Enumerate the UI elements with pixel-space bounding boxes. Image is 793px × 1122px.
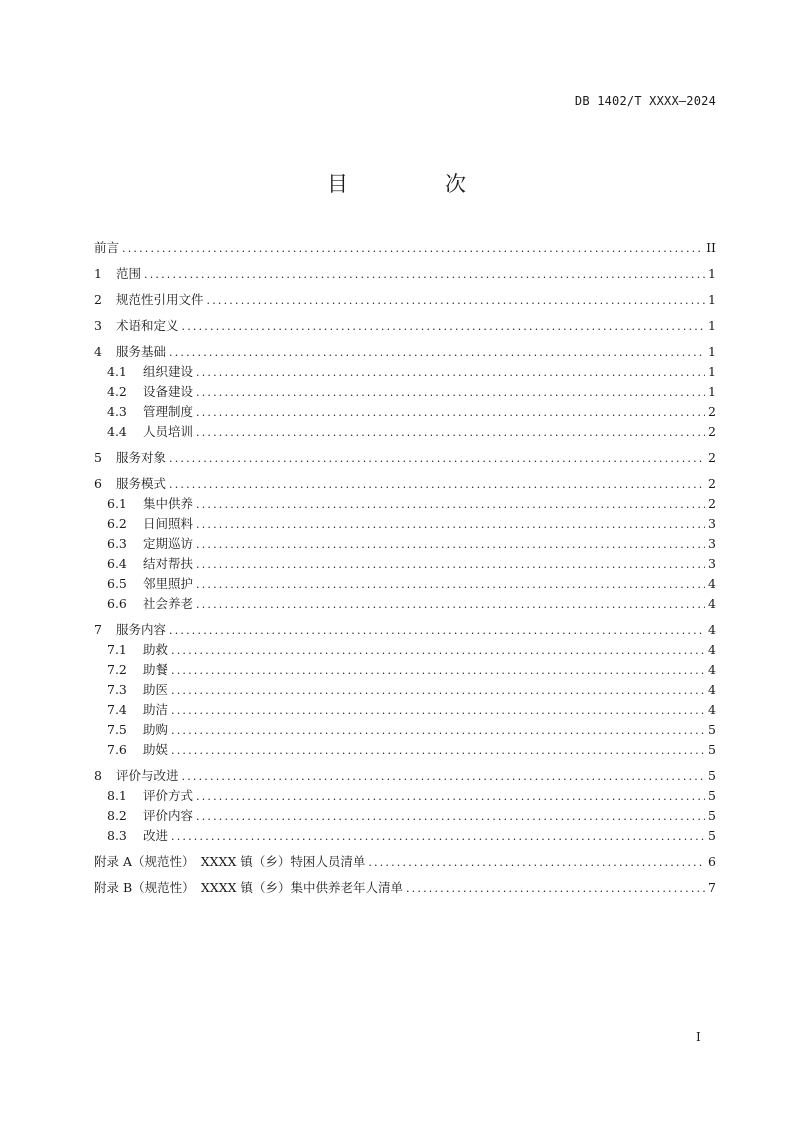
toc-entry-number: 8.1 — [107, 788, 127, 803]
toc-entry-label: 术语和定义 — [116, 318, 179, 333]
toc-entry-label: 邻里照护 — [143, 576, 194, 591]
toc-entry-number: 1 — [94, 266, 102, 281]
toc-entry[interactable] — [94, 826, 716, 846]
toc-leader-dots — [196, 535, 705, 555]
toc-leader-dots — [171, 641, 705, 661]
toc-entry-page: 4 — [708, 682, 716, 697]
toc-leader-dots — [196, 495, 705, 515]
toc-entry[interactable] — [94, 402, 716, 422]
toc-entry-page: II — [706, 240, 716, 255]
toc-entry-page: 5 — [708, 788, 716, 803]
toc-entry-page: 1 — [708, 384, 716, 399]
page-number: I — [696, 1030, 701, 1044]
toc-entry-label: 规范性引用文件 — [116, 292, 204, 307]
toc-entry[interactable] — [94, 362, 716, 382]
toc-leader-dots — [196, 403, 705, 423]
toc-leader-dots — [196, 363, 705, 383]
toc-leader-dots — [196, 423, 705, 443]
toc-entry-label: 组织建设 — [143, 364, 194, 379]
toc-entry-label: 评价方式 — [143, 788, 194, 803]
toc-leader-dots — [169, 449, 705, 469]
toc-entry-number: 6 — [94, 476, 102, 491]
toc-entry-number: 7.1 — [107, 642, 127, 657]
toc-entry-label: 集中供养 — [143, 496, 194, 511]
toc-entry[interactable] — [94, 852, 716, 872]
toc-entry[interactable] — [94, 238, 716, 258]
toc-entry-number: 3 — [94, 318, 102, 333]
toc-leader-dots — [144, 265, 705, 285]
toc-entry[interactable] — [94, 720, 716, 740]
toc-entry-page: 5 — [708, 768, 716, 783]
toc-entry-number: 4.4 — [107, 424, 127, 439]
toc-entry-label: 定期巡访 — [143, 536, 194, 551]
toc-entry-page: 1 — [708, 266, 716, 281]
toc-leader-dots — [196, 807, 705, 827]
toc-leader-dots — [171, 681, 705, 701]
toc-entry-label: 前言 — [94, 240, 120, 255]
toc-entry-page: 1 — [708, 292, 716, 307]
toc-entry-number: 7.4 — [107, 702, 127, 717]
toc-entry-page: 5 — [708, 742, 716, 757]
toc-entry-number: 6.4 — [107, 556, 127, 571]
toc-entry[interactable] — [94, 264, 716, 284]
toc-leader-dots — [196, 555, 705, 575]
toc-entry[interactable] — [94, 620, 716, 640]
toc-entry-label: 人员培训 — [143, 424, 194, 439]
toc-leader-dots — [171, 827, 705, 847]
toc-entry-label: 附录 A（规范性） XXXX 镇（乡）特困人员清单 — [94, 854, 366, 869]
toc-entry-number: 6.6 — [107, 596, 127, 611]
toc-entry[interactable] — [94, 574, 716, 594]
toc-entry-label: 服务基础 — [116, 344, 167, 359]
toc-entry[interactable] — [94, 806, 716, 826]
toc-entry-page: 3 — [708, 516, 716, 531]
toc-entry[interactable] — [94, 474, 716, 494]
toc-entry-page: 7 — [708, 880, 716, 895]
toc-entry[interactable] — [94, 640, 716, 660]
toc-leader-dots — [196, 575, 705, 595]
toc-entry-page: 2 — [708, 424, 716, 439]
toc-leader-dots — [169, 343, 705, 363]
toc-leader-dots — [196, 787, 705, 807]
toc-entry-label: 服务模式 — [116, 476, 167, 491]
toc-leader-dots — [207, 291, 705, 311]
toc-entry-page: 2 — [708, 496, 716, 511]
toc-entry-label: 改进 — [143, 828, 169, 843]
toc-entry-label: 社会养老 — [143, 596, 194, 611]
toc-entry-number: 5 — [94, 450, 102, 465]
page-title: 目 次 — [327, 172, 504, 196]
toc-entry-number: 4.1 — [107, 364, 127, 379]
toc-entry[interactable] — [94, 660, 716, 680]
toc-entry-page: 4 — [708, 642, 716, 657]
toc-entry[interactable] — [94, 342, 716, 362]
toc-entry-number: 8.2 — [107, 808, 127, 823]
toc-entry-page: 1 — [708, 364, 716, 379]
toc-entry-number: 6.2 — [107, 516, 127, 531]
toc-entry-label: 助购 — [143, 722, 169, 737]
toc-entry[interactable] — [94, 878, 716, 898]
toc-entry-label: 助洁 — [143, 702, 169, 717]
toc-entry-number: 7.6 — [107, 742, 127, 757]
toc-entry-label: 助医 — [143, 682, 169, 697]
toc-entry-number: 4.2 — [107, 384, 127, 399]
toc-entry-page: 6 — [708, 854, 716, 869]
document-code: DB 1402/T XXXX—2024 — [574, 94, 716, 108]
toc-leader-dots — [182, 767, 705, 787]
toc-leader-dots — [196, 595, 705, 615]
toc-entry-page: 1 — [708, 344, 716, 359]
toc-entry[interactable] — [94, 554, 716, 574]
toc-entry[interactable] — [94, 740, 716, 760]
toc-entry[interactable] — [94, 316, 716, 336]
toc-entry-page: 5 — [708, 828, 716, 843]
toc-entry-label: 附录 B（规范性） XXXX 镇（乡）集中供养老年人清单 — [94, 880, 403, 895]
toc-entry[interactable] — [94, 290, 716, 310]
toc-leader-dots — [171, 661, 705, 681]
toc-entry-label: 管理制度 — [143, 404, 194, 419]
toc-entry[interactable] — [94, 786, 716, 806]
toc-entry-page: 3 — [708, 536, 716, 551]
toc-entry-number: 6.3 — [107, 536, 127, 551]
toc-entry-label: 服务内容 — [116, 622, 167, 637]
toc-entry-number: 6.1 — [107, 496, 127, 511]
toc-entry-label: 设备建设 — [143, 384, 194, 399]
toc-entry-number: 2 — [94, 292, 102, 307]
toc-leader-dots — [196, 383, 705, 403]
toc-entry[interactable] — [94, 680, 716, 700]
toc-entry-label: 助救 — [143, 642, 169, 657]
toc-entry-page: 4 — [708, 596, 716, 611]
toc-leader-dots — [122, 239, 703, 259]
toc-entry[interactable] — [94, 514, 716, 534]
toc-entry-page: 2 — [708, 404, 716, 419]
toc-entry-page: 4 — [708, 702, 716, 717]
toc-entry[interactable] — [94, 700, 716, 720]
toc-entry-number: 7.5 — [107, 722, 127, 737]
toc-entry-label: 助娱 — [143, 742, 169, 757]
toc-entry[interactable] — [94, 494, 716, 514]
toc-entry-label: 评价内容 — [143, 808, 194, 823]
toc-entry-page: 5 — [708, 722, 716, 737]
toc-entry-number: 8.3 — [107, 828, 127, 843]
toc-entry[interactable] — [94, 422, 716, 442]
toc-entry-page: 4 — [708, 576, 716, 591]
toc-entry[interactable] — [94, 594, 716, 614]
toc-leader-dots — [182, 317, 705, 337]
toc-entry-page: 2 — [708, 476, 716, 491]
toc-entry[interactable] — [94, 534, 716, 554]
toc-entry-page: 2 — [708, 450, 716, 465]
toc-leader-dots — [368, 853, 705, 873]
toc-entry-page: 5 — [708, 808, 716, 823]
toc-leader-dots — [171, 701, 705, 721]
toc-entry-label: 评价与改进 — [116, 768, 179, 783]
toc-leader-dots — [169, 621, 705, 641]
toc-entry[interactable] — [94, 448, 716, 468]
toc-entry-number: 8 — [94, 768, 102, 783]
toc-entry-number: 7.2 — [107, 662, 127, 677]
toc-entry-number: 4.3 — [107, 404, 127, 419]
table-of-contents — [94, 238, 716, 898]
toc-entry[interactable] — [94, 766, 716, 786]
toc-leader-dots — [171, 741, 705, 761]
toc-entry-label: 范围 — [116, 266, 142, 281]
toc-entry-label: 助餐 — [143, 662, 169, 677]
toc-entry-page: 4 — [708, 662, 716, 677]
toc-entry-label: 日间照料 — [143, 516, 194, 531]
toc-leader-dots — [171, 721, 705, 741]
toc-entry[interactable] — [94, 382, 716, 402]
toc-entry-label: 服务对象 — [116, 450, 167, 465]
toc-entry-number: 7.3 — [107, 682, 127, 697]
toc-entry-page: 3 — [708, 556, 716, 571]
toc-entry-page: 4 — [708, 622, 716, 637]
toc-leader-dots — [169, 475, 705, 495]
toc-entry-page: 1 — [708, 318, 716, 333]
toc-entry-label: 结对帮扶 — [143, 556, 194, 571]
toc-entry-number: 7 — [94, 622, 102, 637]
toc-leader-dots — [406, 879, 705, 899]
toc-entry-number: 6.5 — [107, 576, 127, 591]
toc-leader-dots — [196, 515, 705, 535]
toc-entry-number: 4 — [94, 344, 102, 359]
